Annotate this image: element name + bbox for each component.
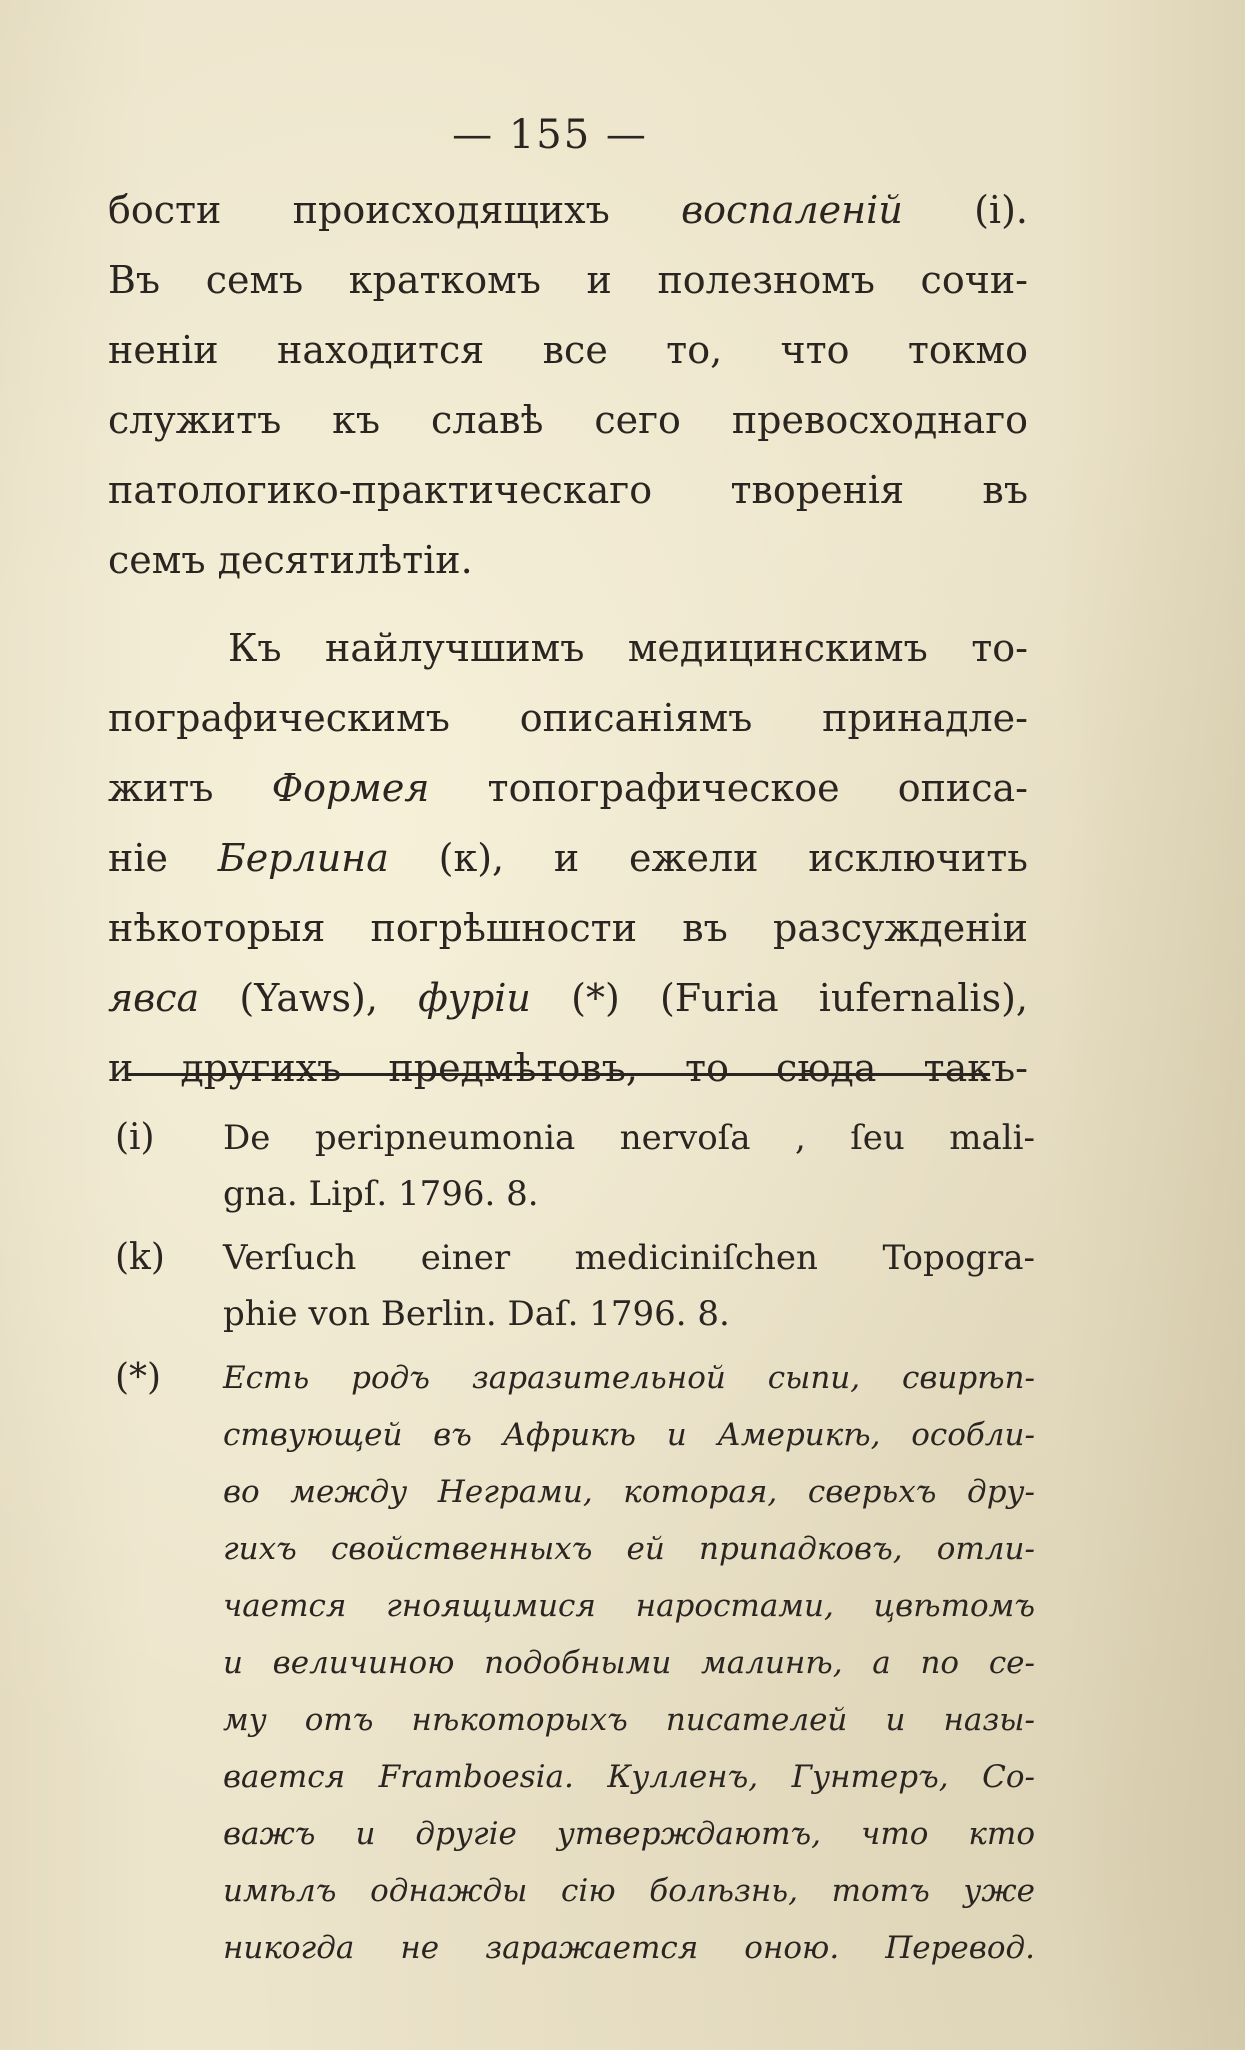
- footnote-mark: (k): [115, 1237, 165, 1278]
- text-line: бости происходящихъ воспаленій (i).: [108, 188, 1028, 232]
- footnote-mark: (*): [115, 1357, 162, 1398]
- text-line: служитъ къ славѣ сего превосходнаго: [108, 398, 1028, 442]
- footnotes: [115, 1110, 1035, 1985]
- footnote-line: phie von Berlin. Daſ. 1796. 8.: [223, 1294, 730, 1334]
- text-line: ніе Берлина (к), и ежели исключить: [108, 836, 1028, 880]
- footnote-line: вается Framboesia. Кулленъ, Гунтеръ, Со-: [223, 1759, 1035, 1795]
- italic-term: Формея: [271, 766, 430, 810]
- italic-term: Берлина: [217, 836, 389, 880]
- text-line: Въ семъ краткомъ и полезномъ сочи-: [108, 258, 1028, 302]
- italic-term: фуріи: [418, 976, 531, 1020]
- main-text: [108, 175, 1028, 1103]
- footnote-line: Есть родъ заразительной сыпи, свирѣп-: [223, 1360, 1035, 1396]
- footnote-line: чается гноящимися наростами, цвѣтомъ: [223, 1588, 1035, 1624]
- footnote-asterisk: [115, 1350, 1035, 1977]
- footnote-line: имѣлъ однажды сію болѣзнь, тотъ уже: [223, 1873, 1035, 1909]
- italic-term: воспаленій: [681, 188, 903, 232]
- footnote-i: [115, 1110, 1035, 1222]
- footnote-line: никогда не заражается оною. Перевод.: [223, 1930, 1035, 1966]
- footnote-line: гихъ свойственныхъ ей припадковъ, отли-: [223, 1531, 1035, 1567]
- footnote-line: и величиною подобными малинѣ, а по се-: [223, 1645, 1035, 1681]
- footnote-k: [115, 1230, 1035, 1342]
- text-line: и другихъ предмѣтовъ, то сюда такъ-: [108, 1046, 1028, 1090]
- footnote-line: ствующей въ Африкѣ и Америкѣ, особли-: [223, 1417, 1035, 1453]
- text-line: пографическимъ описаніямъ принадле-: [108, 696, 1028, 740]
- text-line: нѣкоторыя погрѣшности въ разсужденіи: [108, 906, 1028, 950]
- footnote-line: Verſuch einer mediciniſchen Topogra-: [223, 1238, 1035, 1278]
- footnote-line: му отъ нѣкоторыхъ писателей и назы-: [223, 1702, 1035, 1738]
- page-number: — 155 —: [452, 112, 648, 158]
- footnote-line: De peripneumonia nervoſa , ſeu mali-: [223, 1118, 1035, 1158]
- footnote-line: gna. Lipſ. 1796. 8.: [223, 1174, 539, 1214]
- footnote-line: во между Неграми, которая, сверьхъ дру-: [223, 1474, 1035, 1510]
- footnote-rule: [125, 1073, 990, 1076]
- text-line: явса (Yaws), фуріи (*) (Furia iufernalis),: [108, 976, 1028, 1020]
- footnote-line: важъ и другіе утверждаютъ, что кто: [223, 1816, 1035, 1852]
- footnote-mark: (i): [115, 1117, 155, 1158]
- text-line: семъ десятилѣтіи.: [108, 538, 473, 582]
- text-line: патологико-практическаго творенія въ: [108, 468, 1028, 512]
- text-line: неніи находится все то, что токмо: [108, 328, 1028, 372]
- italic-term: явса: [108, 976, 200, 1020]
- text-line: Къ найлучшимъ медицинскимъ то-: [228, 626, 1028, 670]
- text-line: житъ Формея топографическое описа-: [108, 766, 1029, 810]
